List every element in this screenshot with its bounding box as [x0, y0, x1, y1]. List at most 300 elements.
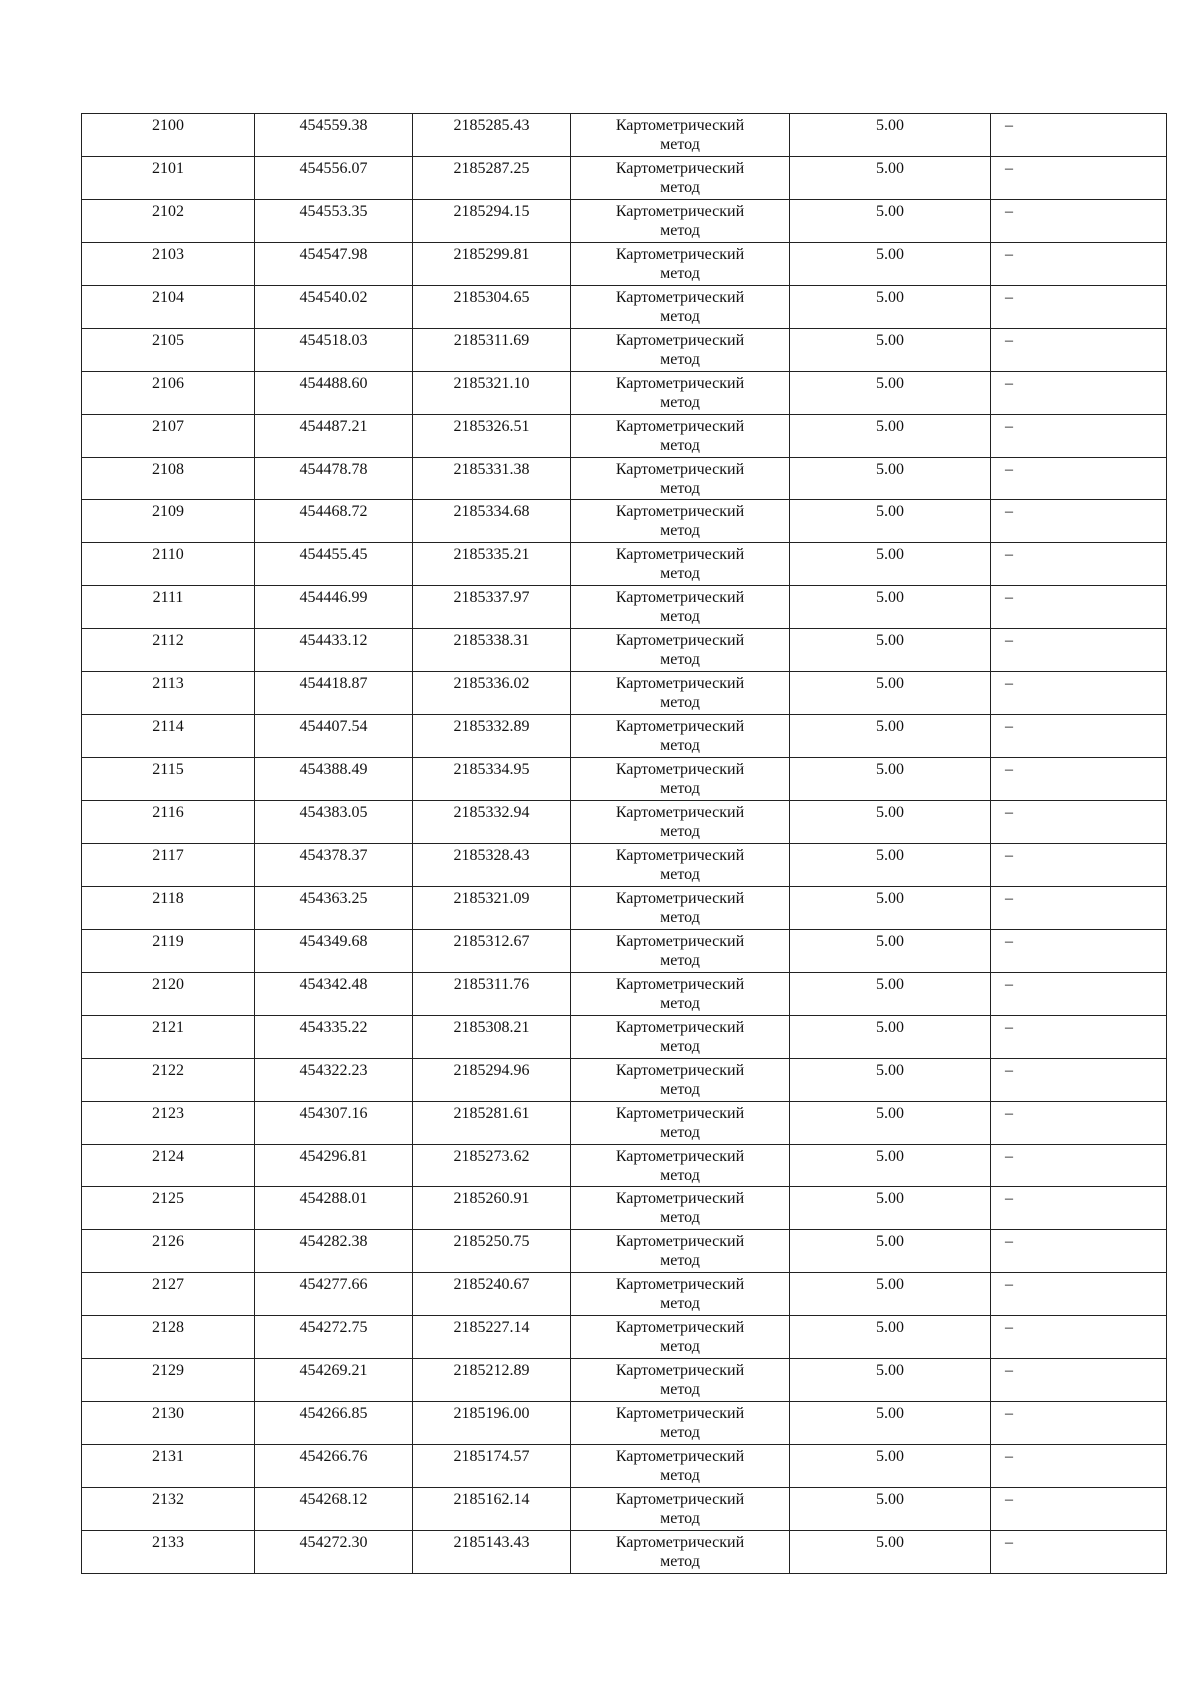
y-coordinate-cell: [413, 156, 571, 199]
x-coordinate-text: 454433.12: [299, 632, 368, 650]
point-number-cell: [82, 672, 255, 715]
method-text: метод: [660, 1252, 700, 1270]
description-cell: [991, 758, 1167, 801]
point-number-text: 2131: [152, 1448, 184, 1466]
y-coordinate-cell: [413, 114, 571, 157]
x-coordinate-text: 454556.07: [299, 159, 368, 177]
coordinates-table: [81, 113, 1167, 1574]
y-coordinate-cell: [413, 1316, 571, 1359]
method-cell: [571, 1230, 790, 1273]
point-number-text: 2108: [152, 460, 184, 478]
point-number-cell: [82, 156, 255, 199]
method-text: Картометрический: [615, 804, 745, 821]
y-coordinate-text: 2185308.21: [453, 1018, 530, 1036]
method-text: метод: [660, 1510, 700, 1527]
y-coordinate-cell: [413, 886, 571, 929]
y-coordinate-cell: [413, 1058, 571, 1101]
table-row: [82, 758, 1167, 801]
precision-cell: [790, 801, 991, 844]
y-coordinate-text: 2185227.14: [453, 1319, 530, 1337]
description-text: –: [1005, 1533, 1013, 1551]
x-coordinate-cell: [255, 199, 413, 242]
point-number-text: 2104: [152, 288, 184, 306]
x-coordinate-text: 454488.60: [299, 374, 368, 392]
precision-cell: [790, 672, 991, 715]
x-coordinate-text: 454269.21: [299, 1362, 368, 1380]
precision-cell: [790, 1273, 991, 1316]
y-coordinate-text: 2185332.89: [453, 718, 530, 736]
table-row: [82, 1273, 1167, 1316]
description-cell: [991, 586, 1167, 629]
precision-cell: [790, 199, 991, 242]
description-cell: [991, 1058, 1167, 1101]
precision-text: 5.00: [876, 331, 904, 349]
y-coordinate-cell: [413, 1530, 571, 1573]
y-coordinate-text: 2185337.97: [453, 589, 530, 607]
point-number-text: 2109: [152, 503, 184, 521]
y-coordinate-text: 2185336.02: [453, 675, 530, 693]
x-coordinate-cell: [255, 758, 413, 801]
table-row: [82, 328, 1167, 371]
x-coordinate-cell: [255, 929, 413, 972]
method-text: Картометрический: [615, 1233, 745, 1251]
y-coordinate-text: 2185287.25: [453, 159, 530, 177]
point-number-text: 2100: [152, 117, 184, 134]
method-cell: [571, 1359, 790, 1402]
precision-text: 5.00: [876, 1276, 904, 1294]
method-text: Картометрический: [615, 675, 745, 693]
y-coordinate-text: 2185143.43: [453, 1533, 530, 1551]
x-coordinate-text: 454547.98: [299, 245, 368, 263]
method-text: Картометрический: [615, 503, 745, 521]
method-text: метод: [660, 780, 700, 798]
precision-cell: [790, 156, 991, 199]
y-coordinate-cell: [413, 543, 571, 586]
description-cell: [991, 457, 1167, 500]
method-cell: [571, 199, 790, 242]
x-coordinate-text: 454266.85: [299, 1405, 368, 1423]
description-text: –: [1005, 1018, 1013, 1036]
x-coordinate-cell: [255, 500, 413, 543]
x-coordinate-text: 454296.81: [299, 1147, 368, 1165]
description-text: –: [1005, 1362, 1013, 1380]
table-row: [82, 1402, 1167, 1445]
method-cell: [571, 1015, 790, 1058]
y-coordinate-text: 2185294.15: [453, 202, 530, 220]
point-number-text: 2118: [152, 889, 184, 907]
description-text: –: [1005, 245, 1013, 263]
description-text: –: [1005, 1147, 1013, 1165]
method-text: Картометрический: [615, 1276, 745, 1294]
table-row: [82, 414, 1167, 457]
point-number-text: 2122: [152, 1061, 184, 1079]
method-cell: [571, 414, 790, 457]
y-coordinate-cell: [413, 1273, 571, 1316]
point-number-text: 2101: [152, 159, 184, 177]
description-text: –: [1005, 1233, 1013, 1251]
precision-cell: [790, 1488, 991, 1531]
x-coordinate-text: 454468.72: [299, 503, 368, 521]
precision-text: 5.00: [876, 1491, 904, 1508]
description-cell: [991, 414, 1167, 457]
point-number-text: 2115: [152, 761, 184, 779]
point-number-text: 2106: [152, 374, 184, 392]
y-coordinate-cell: [413, 1101, 571, 1144]
description-text: –: [1005, 804, 1013, 821]
precision-text: 5.00: [876, 288, 904, 306]
precision-cell: [790, 414, 991, 457]
description-cell: [991, 1015, 1167, 1058]
description-text: –: [1005, 159, 1013, 177]
point-number-text: 2127: [152, 1276, 184, 1294]
point-number-cell: [82, 586, 255, 629]
description-cell: [991, 156, 1167, 199]
method-text: метод: [660, 694, 700, 712]
x-coordinate-text: 454478.78: [299, 460, 368, 478]
precision-text: 5.00: [876, 675, 904, 693]
point-number-cell: [82, 1273, 255, 1316]
method-cell: [571, 801, 790, 844]
y-coordinate-text: 2185321.09: [453, 889, 530, 907]
description-cell: [991, 629, 1167, 672]
precision-cell: [790, 715, 991, 758]
precision-cell: [790, 371, 991, 414]
description-text: –: [1005, 675, 1013, 693]
method-text: метод: [660, 1080, 700, 1098]
point-number-cell: [82, 886, 255, 929]
x-coordinate-cell: [255, 114, 413, 157]
description-cell: [991, 1402, 1167, 1445]
method-text: метод: [660, 1467, 700, 1485]
point-number-cell: [82, 715, 255, 758]
x-coordinate-text: 454322.23: [299, 1061, 368, 1079]
description-cell: [991, 672, 1167, 715]
point-number-text: 2119: [152, 932, 184, 950]
y-coordinate-cell: [413, 242, 571, 285]
table-row: [82, 114, 1167, 157]
precision-text: 5.00: [876, 761, 904, 779]
method-cell: [571, 1273, 790, 1316]
method-text: метод: [660, 1552, 700, 1570]
x-coordinate-cell: [255, 1359, 413, 1402]
point-number-cell: [82, 1445, 255, 1488]
y-coordinate-cell: [413, 972, 571, 1015]
point-number-cell: [82, 1488, 255, 1531]
y-coordinate-cell: [413, 1445, 571, 1488]
precision-text: 5.00: [876, 1104, 904, 1122]
x-coordinate-text: 454418.87: [299, 675, 368, 693]
table-row: [82, 1488, 1167, 1531]
method-text: Картометрический: [615, 718, 745, 736]
x-coordinate-text: 454378.37: [299, 846, 368, 864]
precision-text: 5.00: [876, 718, 904, 736]
table-row: [82, 1101, 1167, 1144]
precision-cell: [790, 1402, 991, 1445]
x-coordinate-text: 454540.02: [299, 288, 368, 306]
method-cell: [571, 1530, 790, 1573]
method-text: Картометрический: [615, 374, 745, 392]
precision-cell: [790, 1187, 991, 1230]
y-coordinate-text: 2185250.75: [453, 1233, 530, 1251]
method-text: метод: [660, 479, 700, 497]
coordinates-table-body: [82, 114, 1167, 1574]
x-coordinate-text: 454388.49: [299, 761, 368, 779]
precision-text: 5.00: [876, 1018, 904, 1036]
point-number-text: 2120: [152, 975, 184, 993]
method-cell: [571, 457, 790, 500]
description-text: –: [1005, 1190, 1013, 1208]
x-coordinate-cell: [255, 1058, 413, 1101]
precision-cell: [790, 1530, 991, 1573]
x-coordinate-text: 454559.38: [299, 117, 368, 134]
y-coordinate-text: 2185331.38: [453, 460, 530, 478]
precision-cell: [790, 242, 991, 285]
method-text: метод: [660, 565, 700, 583]
method-text: Картометрический: [615, 1104, 745, 1122]
y-coordinate-text: 2185212.89: [453, 1362, 530, 1380]
description-cell: [991, 199, 1167, 242]
precision-text: 5.00: [876, 460, 904, 478]
y-coordinate-cell: [413, 328, 571, 371]
method-text: Картометрический: [615, 632, 745, 650]
precision-cell: [790, 1058, 991, 1101]
y-coordinate-text: 2185328.43: [453, 846, 530, 864]
point-number-cell: [82, 242, 255, 285]
table-row: [82, 199, 1167, 242]
description-text: –: [1005, 1276, 1013, 1294]
description-cell: [991, 801, 1167, 844]
point-number-text: 2130: [152, 1405, 184, 1423]
y-coordinate-text: 2185332.94: [453, 804, 530, 821]
y-coordinate-text: 2185321.10: [453, 374, 530, 392]
description-text: –: [1005, 1104, 1013, 1122]
precision-text: 5.00: [876, 159, 904, 177]
precision-cell: [790, 972, 991, 1015]
precision-cell: [790, 1445, 991, 1488]
description-cell: [991, 1359, 1167, 1402]
point-number-cell: [82, 1101, 255, 1144]
method-cell: [571, 156, 790, 199]
description-cell: [991, 1445, 1167, 1488]
y-coordinate-cell: [413, 801, 571, 844]
precision-cell: [790, 629, 991, 672]
x-coordinate-text: 454282.38: [299, 1233, 368, 1251]
point-number-cell: [82, 285, 255, 328]
description-text: –: [1005, 1448, 1013, 1466]
y-coordinate-cell: [413, 500, 571, 543]
point-number-cell: [82, 801, 255, 844]
method-text: метод: [660, 1424, 700, 1442]
point-number-cell: [82, 758, 255, 801]
description-cell: [991, 1488, 1167, 1531]
x-coordinate-cell: [255, 457, 413, 500]
precision-text: 5.00: [876, 1448, 904, 1466]
point-number-cell: [82, 500, 255, 543]
point-number-text: 2132: [152, 1491, 184, 1508]
method-text: Картометрический: [615, 288, 745, 306]
description-text: –: [1005, 117, 1013, 134]
x-coordinate-text: 454272.30: [299, 1533, 368, 1551]
method-cell: [571, 328, 790, 371]
precision-text: 5.00: [876, 417, 904, 435]
description-cell: [991, 972, 1167, 1015]
precision-text: 5.00: [876, 932, 904, 950]
method-text: метод: [660, 737, 700, 755]
precision-text: 5.00: [876, 889, 904, 907]
table-row: [82, 457, 1167, 500]
description-text: –: [1005, 632, 1013, 650]
description-text: –: [1005, 975, 1013, 993]
y-coordinate-cell: [413, 1015, 571, 1058]
y-coordinate-cell: [413, 1144, 571, 1187]
point-number-text: 2125: [152, 1190, 184, 1208]
table-row: [82, 843, 1167, 886]
table-row: [82, 801, 1167, 844]
method-text: метод: [660, 823, 700, 840]
precision-text: 5.00: [876, 245, 904, 263]
description-cell: [991, 500, 1167, 543]
method-text: Картометрический: [615, 245, 745, 263]
method-text: Картометрический: [615, 460, 745, 478]
description-cell: [991, 886, 1167, 929]
precision-cell: [790, 1359, 991, 1402]
y-coordinate-cell: [413, 1402, 571, 1445]
precision-text: 5.00: [876, 546, 904, 564]
table-row: [82, 1316, 1167, 1359]
table-row: [82, 586, 1167, 629]
y-coordinate-cell: [413, 672, 571, 715]
precision-cell: [790, 1230, 991, 1273]
y-coordinate-cell: [413, 1230, 571, 1273]
method-text: метод: [660, 221, 700, 239]
x-coordinate-cell: [255, 629, 413, 672]
method-text: метод: [660, 1123, 700, 1141]
x-coordinate-cell: [255, 1530, 413, 1573]
x-coordinate-text: 454277.66: [299, 1276, 368, 1294]
x-coordinate-cell: [255, 414, 413, 457]
table-row: [82, 972, 1167, 1015]
x-coordinate-text: 454307.16: [299, 1104, 368, 1122]
x-coordinate-cell: [255, 1015, 413, 1058]
method-cell: [571, 1402, 790, 1445]
method-cell: [571, 242, 790, 285]
table-row: [82, 543, 1167, 586]
point-number-text: 2114: [152, 718, 184, 736]
method-text: метод: [660, 1209, 700, 1227]
method-text: метод: [660, 951, 700, 969]
x-coordinate-text: 454342.48: [299, 975, 368, 993]
point-number-cell: [82, 199, 255, 242]
method-cell: [571, 715, 790, 758]
method-text: Картометрический: [615, 846, 745, 864]
y-coordinate-text: 2185338.31: [453, 632, 530, 650]
table-row: [82, 1015, 1167, 1058]
y-coordinate-text: 2185326.51: [453, 417, 530, 435]
y-coordinate-cell: [413, 285, 571, 328]
point-number-text: 2105: [152, 331, 184, 349]
x-coordinate-cell: [255, 371, 413, 414]
y-coordinate-text: 2185311.69: [453, 331, 530, 349]
description-text: –: [1005, 331, 1013, 349]
method-text: метод: [660, 1381, 700, 1399]
point-number-text: 2102: [152, 202, 184, 220]
table-row: [82, 629, 1167, 672]
description-text: –: [1005, 460, 1013, 478]
y-coordinate-cell: [413, 715, 571, 758]
precision-cell: [790, 886, 991, 929]
x-coordinate-cell: [255, 1445, 413, 1488]
point-number-text: 2121: [152, 1018, 184, 1036]
table-row: [82, 715, 1167, 758]
precision-text: 5.00: [876, 1233, 904, 1251]
method-cell: [571, 543, 790, 586]
x-coordinate-cell: [255, 328, 413, 371]
table-row: [82, 156, 1167, 199]
y-coordinate-cell: [413, 371, 571, 414]
table-row: [82, 1058, 1167, 1101]
point-number-text: 2128: [152, 1319, 184, 1337]
precision-cell: [790, 1015, 991, 1058]
description-cell: [991, 1530, 1167, 1573]
y-coordinate-text: 2185312.67: [453, 932, 530, 950]
description-text: –: [1005, 288, 1013, 306]
precision-text: 5.00: [876, 1319, 904, 1337]
method-cell: [571, 758, 790, 801]
point-number-cell: [82, 1058, 255, 1101]
table-row: [82, 500, 1167, 543]
precision-cell: [790, 500, 991, 543]
point-number-cell: [82, 843, 255, 886]
x-coordinate-text: 454487.21: [299, 417, 368, 435]
precision-text: 5.00: [876, 975, 904, 993]
x-coordinate-cell: [255, 715, 413, 758]
x-coordinate-cell: [255, 886, 413, 929]
x-coordinate-text: 454407.54: [299, 718, 368, 736]
method-text: метод: [660, 178, 700, 196]
y-coordinate-cell: [413, 457, 571, 500]
method-cell: [571, 114, 790, 157]
precision-cell: [790, 1316, 991, 1359]
description-text: –: [1005, 718, 1013, 736]
precision-text: 5.00: [876, 374, 904, 392]
description-cell: [991, 843, 1167, 886]
method-text: метод: [660, 436, 700, 454]
table-row: [82, 886, 1167, 929]
precision-text: 5.00: [876, 1533, 904, 1551]
precision-text: 5.00: [876, 632, 904, 650]
x-coordinate-text: 454266.76: [299, 1448, 368, 1466]
x-coordinate-cell: [255, 972, 413, 1015]
y-coordinate-cell: [413, 929, 571, 972]
method-text: метод: [660, 865, 700, 883]
method-cell: [571, 1187, 790, 1230]
method-text: Картометрический: [615, 589, 745, 607]
x-coordinate-cell: [255, 1101, 413, 1144]
x-coordinate-text: 454288.01: [299, 1190, 368, 1208]
x-coordinate-text: 454349.68: [299, 932, 368, 950]
x-coordinate-cell: [255, 586, 413, 629]
method-cell: [571, 629, 790, 672]
precision-text: 5.00: [876, 1061, 904, 1079]
precision-text: 5.00: [876, 1362, 904, 1380]
point-number-text: 2110: [152, 546, 184, 564]
point-number-cell: [82, 371, 255, 414]
point-number-text: 2124: [152, 1147, 184, 1165]
method-text: Картометрический: [615, 1491, 745, 1508]
point-number-cell: [82, 414, 255, 457]
point-number-cell: [82, 629, 255, 672]
x-coordinate-cell: [255, 1402, 413, 1445]
